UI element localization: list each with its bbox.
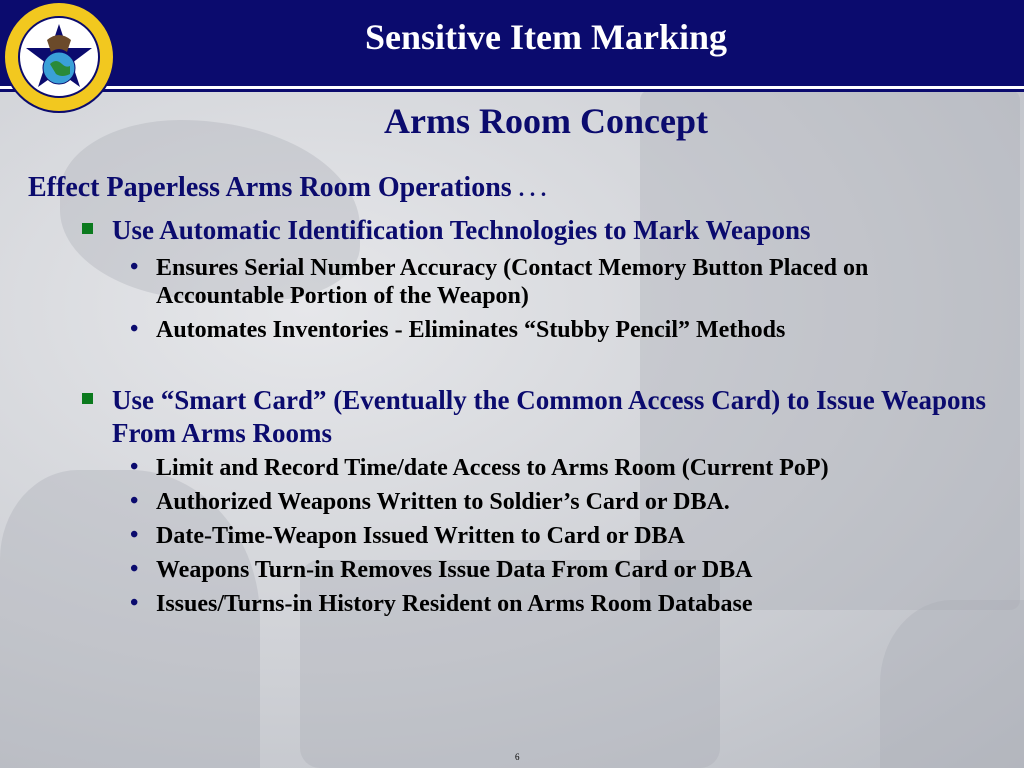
slide-title: Sensitive Item Marking: [365, 17, 727, 57]
bullet-text: Weapons Turn-in Removes Issue Data From Card or DBA: [156, 557, 753, 583]
title-bar: [0, 0, 1024, 89]
bullet-text: Issues/Turns-in History Resident on Arms Room Database: [156, 591, 753, 617]
dot-bullet-icon: •: [130, 454, 139, 480]
dot-bullet-icon: •: [130, 556, 139, 582]
section-heading: [28, 172, 546, 204]
section-heading-text: Effect Paperless Arms Room Operations: [28, 172, 512, 203]
bullet-text: Ensures Serial Number Accuracy (Contact Memory Button Placed on Accountable Portion of the Weapon): [156, 255, 869, 309]
section-heading-ellipsis: . . .: [518, 176, 547, 201]
bullet-text: Limit and Record Time/date Access to Arms Room (Current PoP): [156, 455, 829, 481]
square-bullet-icon: [82, 393, 93, 404]
bullet-text: Use Automatic Identification Technologies to Mark Weapons: [112, 215, 811, 245]
slide-subtitle: Arms Room Concept: [384, 101, 708, 141]
bullet-text: Authorized Weapons Written to Soldier’s Card or DBA.: [156, 489, 730, 515]
dot-bullet-icon: •: [130, 488, 139, 514]
dot-bullet-icon: •: [130, 590, 139, 616]
bullet-text: Automates Inventories - Eliminates “Stubby Pencil” Methods: [156, 317, 786, 343]
bullet-text: Date-Time-Weapon Issued Written to Card or DBA: [156, 523, 685, 549]
square-bullet-icon: [82, 223, 93, 234]
dot-bullet-icon: •: [130, 316, 139, 342]
bullet-text: Use “Smart Card” (Eventually the Common Access Card) to Issue Weapons From Arms Rooms: [112, 385, 986, 448]
dot-bullet-icon: •: [130, 254, 139, 280]
dot-bullet-icon: •: [130, 522, 139, 548]
page-number: 6: [515, 752, 520, 762]
